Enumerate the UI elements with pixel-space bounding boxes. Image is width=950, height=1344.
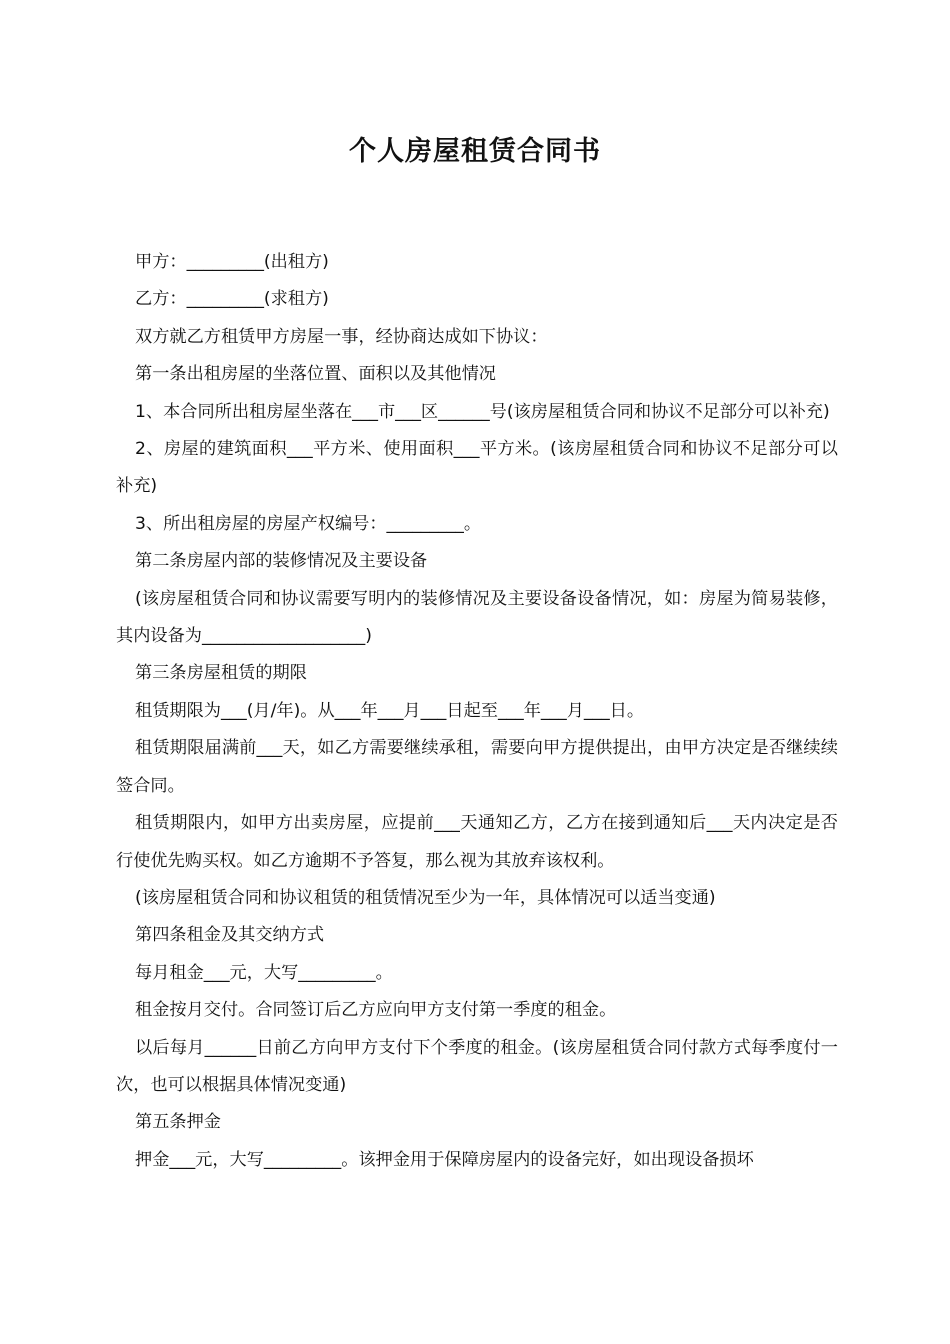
article-4-heading: 第四条租金及其交纳方式 bbox=[135, 925, 325, 946]
article-2-note: (该房屋租赁合同和协议需要写明内的装修情况及主要设备设备情况，如：房屋为简易装修，其内设备为___________________) bbox=[116, 588, 838, 647]
agreement-intro: 双方就乙方租赁甲方房屋一事，经协商达成如下协议： bbox=[135, 326, 548, 347]
article-1-item-3: 3、所出租房屋的房屋产权编号：_________。 bbox=[135, 513, 482, 534]
quarterly-payment-clause: 以后每月______日前乙方向甲方支付下个季度的租金。(该房屋租赁合同付款方式每季度付一次，也可以根据具体情况变通) bbox=[116, 1037, 838, 1095]
lease-renewal-clause: 租赁期限届满前___天，如乙方需要继续承租，需要向甲方提供提出，由甲方决定是否继续续签合同。 bbox=[116, 738, 838, 796]
preemptive-right-clause: 租赁期限内，如甲方出卖房屋，应提前___天通知乙方，乙方在接到通知后___天内决定是否行使优先购买权。如乙方逾期不予答复，那么视为其放弃该权利。 bbox=[116, 813, 838, 871]
lease-term-line: 租赁期限为___(月/年)。从___年___月___日起至___年___月___日。 bbox=[135, 700, 645, 721]
party-a-line: 甲方：_________(出租方) bbox=[135, 252, 329, 272]
article-1-heading: 第一条出租房屋的坐落位置、面积以及其他情况 bbox=[135, 364, 496, 385]
article-2-heading: 第二条房屋内部的装修情况及主要设备 bbox=[135, 551, 428, 572]
deposit-clause: 押金___元，大写_________。该押金用于保障房屋内的设备完好，如出现设备损坏 bbox=[135, 1149, 754, 1170]
monthly-rent-line: 每月租金___元，大写_________。 bbox=[135, 962, 393, 983]
article-1-item-2: 2、房屋的建筑面积___平方米、使用面积___平方米。(该房屋租赁合同和协议不足部分可以补充) bbox=[116, 439, 838, 497]
article-3-heading: 第三条房屋租赁的期限 bbox=[135, 663, 307, 684]
article-3-note: (该房屋租赁合同和协议租赁的租赁情况至少为一年，具体情况可以适当变通) bbox=[135, 887, 716, 908]
document-body bbox=[116, 244, 838, 1179]
article-1-item-1: 1、本合同所出租房屋坐落在___市___区______号(该房屋租赁合同和协议不足部分可以补充) bbox=[135, 401, 830, 422]
party-b-line: 乙方：_________(求租方) bbox=[135, 289, 329, 310]
rent-payment-clause: 租金按月交付。合同签订后乙方应向甲方支付第一季度的租金。 bbox=[135, 1000, 617, 1021]
article-5-heading: 第五条押金 bbox=[135, 1112, 221, 1133]
document-title: 个人房屋租赁合同书 bbox=[349, 136, 601, 167]
